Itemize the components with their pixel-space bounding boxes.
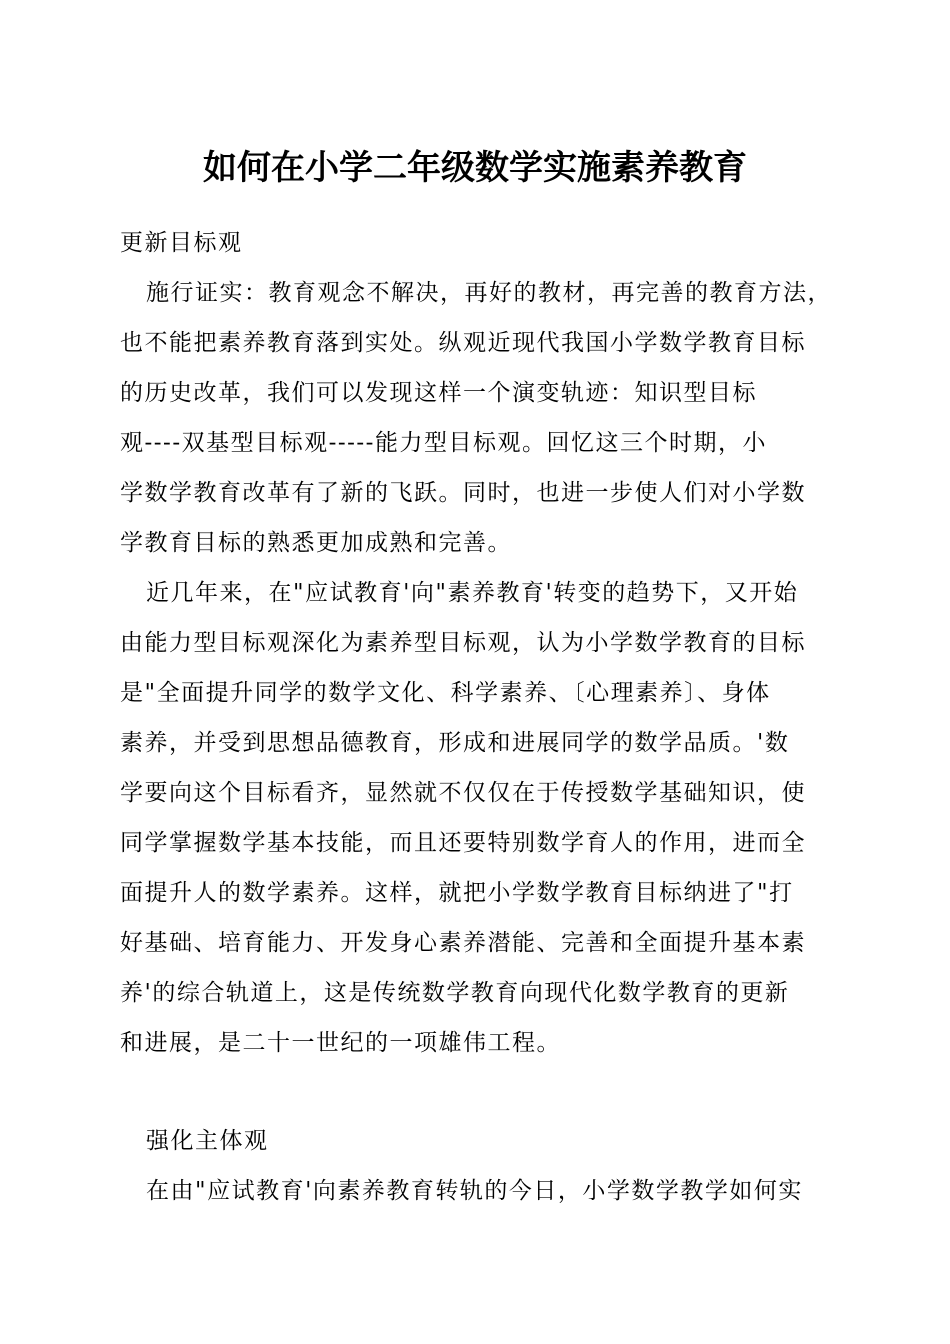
paragraph-line: 施行证实：教育观念不解决，再好的教材，再完善的教育方法，: [146, 280, 832, 306]
paragraph-line: 面提升人的数学素养。这样，就把小学数学教育目标纳进了"打: [120, 880, 794, 906]
document-title: 如何在小学二年级数学实施素养教育: [203, 148, 747, 188]
paragraph-line: 素养，并受到思想品德教育，形成和进展同学的数学品质。'数: [120, 730, 790, 756]
paragraph-line: 的历史改革，我们可以发现这样一个演变轨迹：知识型目标: [120, 380, 757, 406]
paragraph-line: 是"全面提升同学的数学文化、科学素养、〔心理素养〕、身体: [120, 680, 771, 706]
paragraph-line: 学要向这个目标看齐，显然就不仅仅在于传授数学基础知识，使: [120, 780, 806, 806]
heading-text: 强化主体观: [146, 1128, 269, 1154]
paragraph-line: 在由"应试教育'向素养教育转轨的今日，小学数学教学如何实: [146, 1178, 803, 1204]
heading-text: 更新目标观: [120, 230, 243, 256]
section-heading-update-goals: [120, 218, 840, 268]
paragraph-practice-proof: [120, 268, 840, 568]
paragraph-line: 好基础、培育能力、开发身心素养潜能、完善和全面提升基本素: [120, 930, 806, 956]
paragraph-line: 学数学教育改革有了新的飞跃。同时，也进一步使人们对小学数: [120, 480, 806, 506]
paragraph-line: 养'的综合轨道上，这是传统数学教育向现代化数学教育的更新: [120, 980, 790, 1006]
paragraph-line: 也不能把素养教育落到实处。纵观近现代我国小学数学教育目标: [120, 330, 806, 356]
section-heading-strengthen-subject: [120, 1116, 840, 1166]
paragraph-transition: [120, 1166, 840, 1216]
paragraph-line: 近几年来，在"应试教育'向"素养教育'转变的趋势下，又开始: [146, 580, 799, 606]
paragraph-line: 学教育目标的熟悉更加成熟和完善。: [120, 530, 512, 556]
paragraph-recent-years: [120, 568, 840, 1068]
paragraph-line: 同学掌握数学基本技能，而且还要特别数学育人的作用，进而全: [120, 830, 806, 856]
paragraph-line: 观----双基型目标观-----能力型目标观。回忆这三个时期，小: [120, 430, 767, 456]
paragraph-line: 由能力型目标观深化为素养型目标观，认为小学数学教育的目标: [120, 630, 806, 656]
paragraph-line: 和进展，是二十一世纪的一项雄伟工程。: [120, 1030, 561, 1056]
